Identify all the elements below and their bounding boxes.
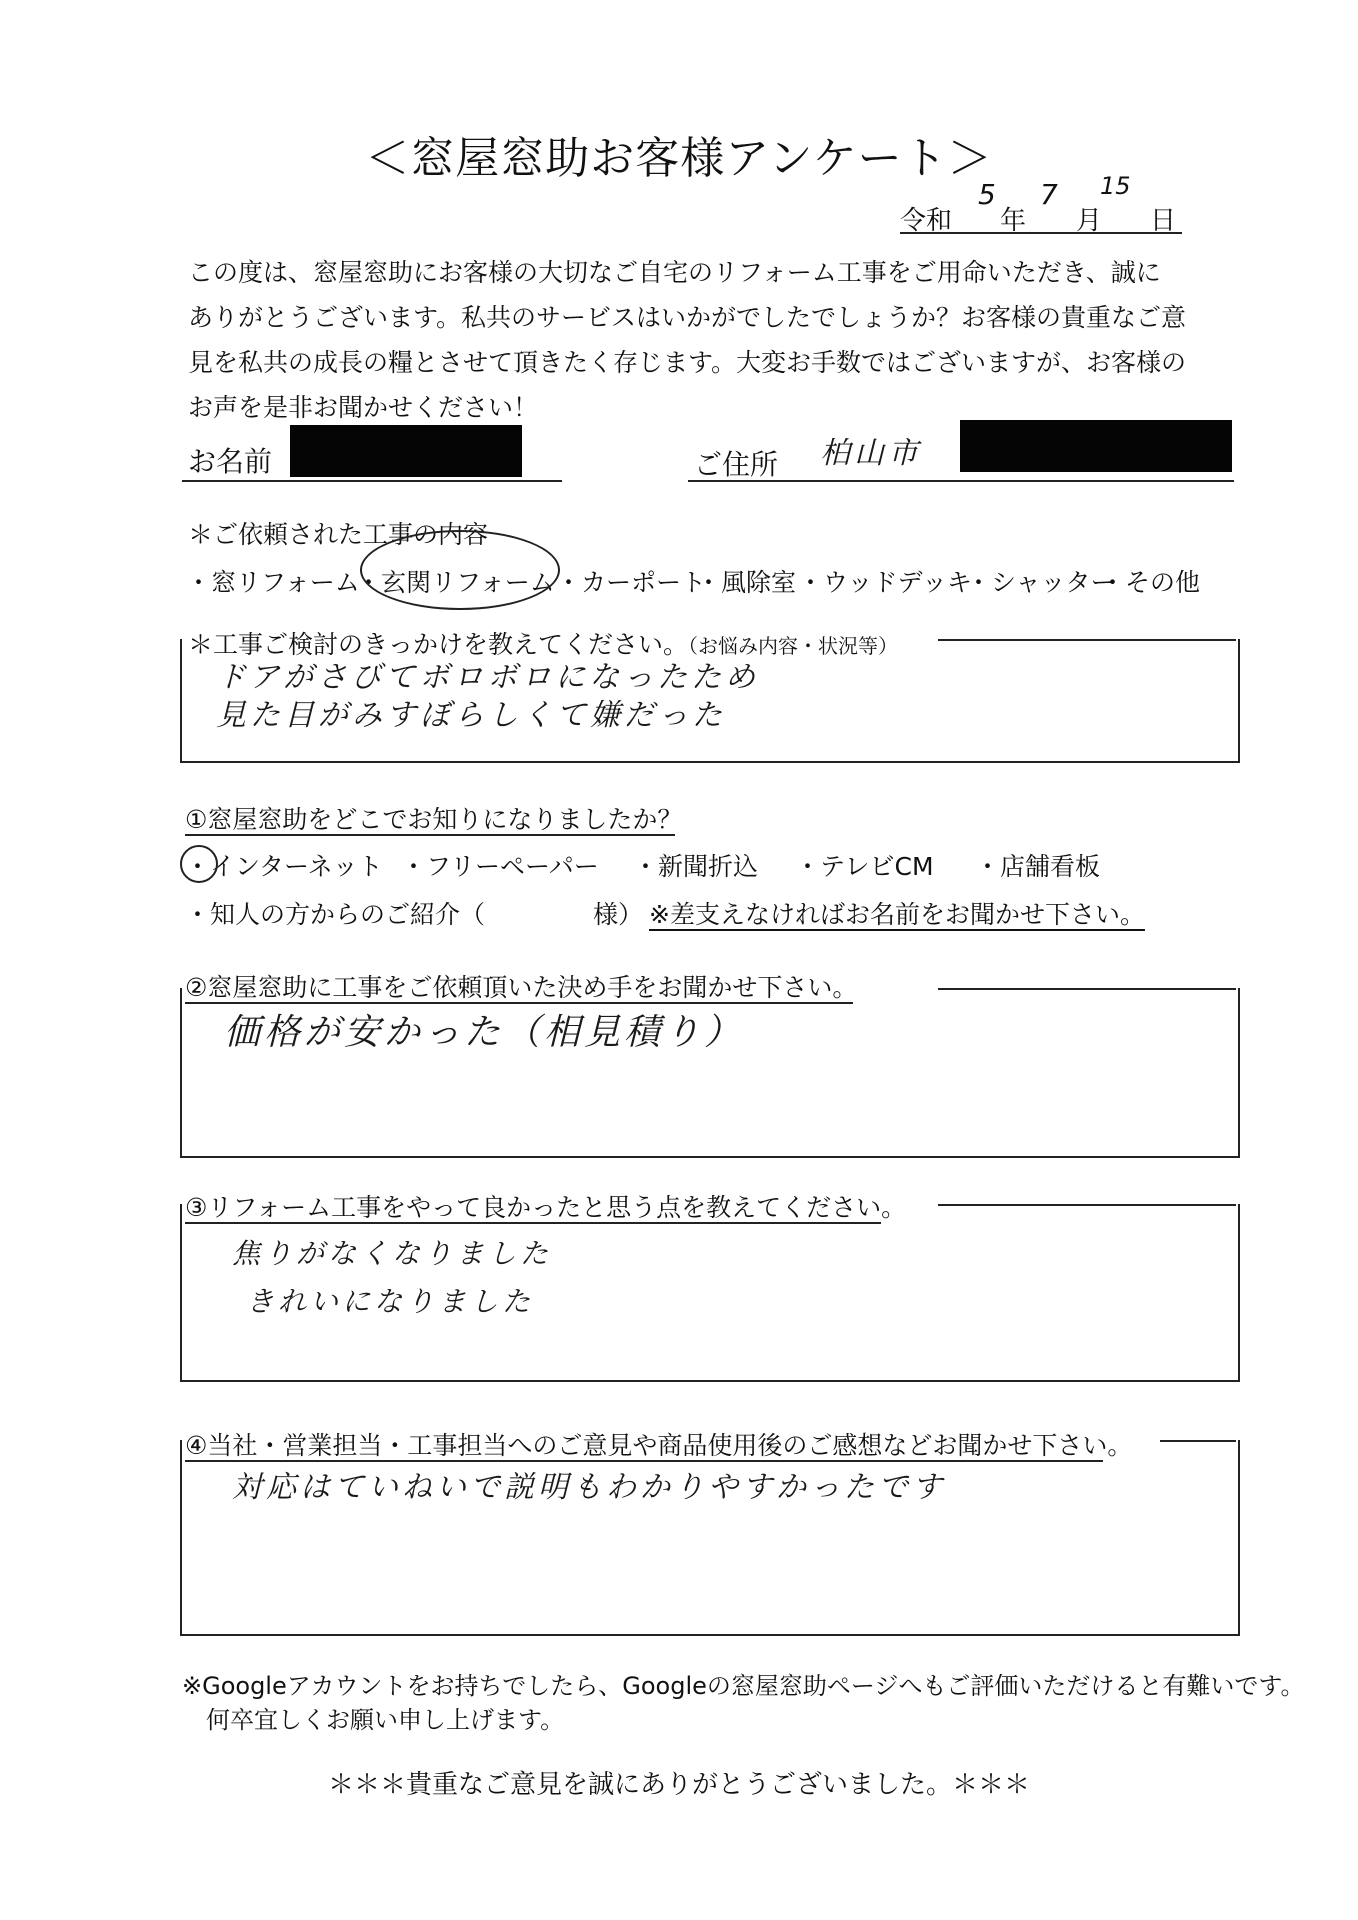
q1-referral-row [185, 895, 1185, 927]
intro-text [188, 250, 1188, 430]
q1-selection-circle [180, 845, 218, 883]
q1-referral-suffix: 様） [593, 900, 644, 929]
intro-line: 見を私共の成長の糧とさせて頂きたく存じます。大変お手数ではございますが、お客様の [188, 348, 1187, 377]
month-value[interactable]: 7 [1040, 178, 1058, 211]
era-label: 令和 [900, 206, 953, 236]
year-value[interactable]: 5 [978, 178, 996, 211]
q1-option-internet[interactable]: ・インターネット [185, 852, 383, 881]
q1-option-newspaper[interactable]: ・新聞折込 [633, 852, 759, 881]
year-label: 年 [1000, 206, 1027, 236]
month-label: 月 [1076, 206, 1103, 236]
reason-answer-line[interactable]: ドアがさびてボロボロになったため [216, 660, 760, 695]
address-city[interactable]: 柏山市 [820, 436, 922, 471]
name-label: お名前 [188, 445, 273, 478]
q4-label: ④当社・営業担当・工事担当へのご意見や商品使用後のご感想などお聞かせ下さい。 [185, 1431, 1133, 1460]
work-type-label: ＊ご依頼された工事の内容 [188, 520, 489, 549]
name-underline [182, 480, 562, 482]
q1-underline [185, 834, 675, 836]
q1-options [185, 847, 1185, 879]
q3-answer-line[interactable]: 焦りがなくなりました [232, 1237, 553, 1270]
google-note-2: 何卒宜しくお願い申し上げます。 [206, 1706, 565, 1734]
address-underline [688, 480, 1234, 482]
date-row [900, 172, 1180, 236]
work-option-shutter[interactable]: ・シャッター [966, 568, 1116, 597]
work-option-entrance[interactable]: ・玄関リフォーム [356, 568, 555, 597]
intro-line: お声を是非お聞かせください！ [188, 393, 539, 422]
work-option-wooddeck[interactable]: ・ウッドデッキ [798, 568, 973, 597]
work-option-windbreak[interactable]: ・風除室 [696, 568, 797, 597]
work-option-carport[interactable]: ・カーポート [556, 568, 707, 597]
q4-answer-line[interactable]: 対応はていねいで説明もわかりやすかったです [232, 1470, 946, 1505]
q3-answer-line[interactable]: きれいになりました [246, 1285, 535, 1318]
address-label: ご住所 [694, 448, 779, 481]
page-title: ＜窓屋窓助お客様アンケート＞ [365, 133, 993, 184]
q1-option-freepaper[interactable]: ・フリーペーパー [401, 852, 599, 881]
q1-referral-prefix[interactable]: ・知人の方からのご紹介（ [185, 900, 486, 929]
q2-label: ②窓屋窓助に工事をご依頼頂いた決め手をお聞かせ下さい。 [185, 973, 858, 1002]
work-type-options [186, 563, 1201, 597]
intro-line: この度は、窓屋窓助にお客様の大切なご自宅のリフォーム工事をご用命いただき、誠に [188, 258, 1161, 287]
q1-option-tvcm[interactable]: ・テレビCM [795, 852, 934, 881]
work-option-other[interactable]: ・その他 [1100, 568, 1201, 597]
google-note: ※Googleアカウントをお持ちでしたら、Googleの窓屋窓助ページへもご評価いただけると有難いです。 [182, 1672, 1305, 1700]
selection-circle [360, 530, 560, 610]
name-redaction [290, 425, 522, 477]
day-label: 日 [1150, 206, 1177, 236]
reason-label-main: ＊工事ご検討のきっかけを教えてください。 [188, 630, 689, 659]
thanks-message: ＊＊＊貴重なご意見を誠にありがとうございました。＊＊＊ [327, 1770, 1030, 1800]
work-option-window[interactable]: ・窓リフォーム [186, 568, 360, 597]
date-underline [900, 232, 1182, 234]
intro-line: ありがとうございます。私共のサービスはいかがでしたでしょうか？お客様の貴重なご意 [188, 303, 1187, 332]
q1-label: ①窓屋窓助をどこでお知りになりましたか？ [185, 805, 683, 834]
reason-label-sub: （お悩み内容・状況等） [688, 634, 899, 658]
reason-answer-line[interactable]: 見た目がみすぼらしくて嫌だった [216, 698, 726, 733]
address-redaction [960, 420, 1232, 472]
q1-referral-note: ※差支えなければお名前をお聞かせ下さい。 [649, 900, 1145, 929]
q3-label: ③リフォーム工事をやって良かったと思う点を教えてください。 [185, 1193, 907, 1222]
q2-answer-line[interactable]: 価格が安かった（相見積り） [224, 1012, 745, 1053]
q1-option-store-sign[interactable]: ・店舗看板 [975, 852, 1101, 881]
day-value[interactable]: 15 [1100, 172, 1131, 200]
